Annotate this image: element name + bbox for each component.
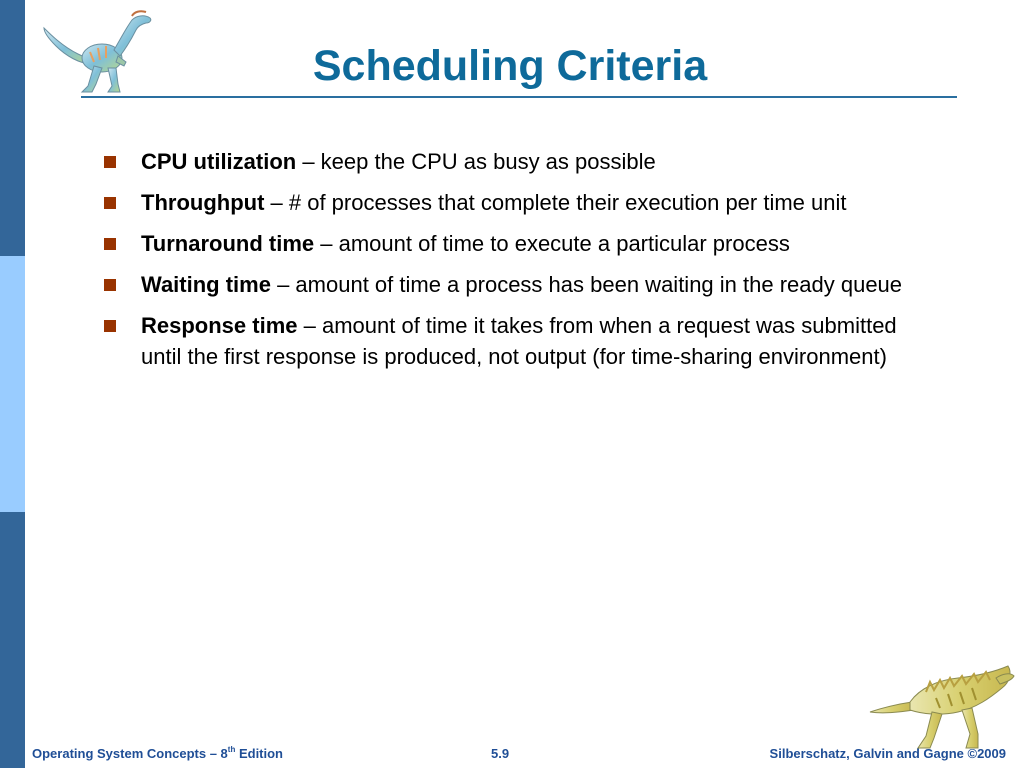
bullet-text: – keep the CPU as busy as possible xyxy=(296,149,656,174)
bullet-text: – amount of time to execute a particular process xyxy=(314,231,790,256)
bullet-term: Waiting time xyxy=(141,272,271,297)
list-item-throughput xyxy=(104,187,914,218)
sidebar-segment-top xyxy=(0,0,25,256)
bullet-text: – # of processes that complete their execution per time unit xyxy=(264,190,847,215)
page-number: 5.9 xyxy=(491,746,510,761)
list-item-response-time xyxy=(104,310,914,372)
bullet-text: – amount of time it takes from when a request was submitted until the first response is produced, not output (for time-sharing environment) xyxy=(141,313,897,369)
dinosaur-icon xyxy=(36,6,158,96)
square-bullet-icon xyxy=(104,320,116,332)
bullet-term: Throughput xyxy=(141,190,265,215)
page-title: Scheduling Criteria xyxy=(312,42,708,90)
title-divider xyxy=(81,96,957,98)
footer-book-prefix: Operating System Concepts – 8 xyxy=(32,746,228,761)
bullet-term: Turnaround time xyxy=(141,231,315,256)
sidebar-strip xyxy=(0,0,25,768)
footer-authors: Silberschatz, Galvin and Gagne ©2009 xyxy=(769,746,1006,761)
square-bullet-icon xyxy=(104,156,116,168)
criteria-list xyxy=(104,146,914,382)
footer-book-title xyxy=(32,744,283,764)
square-bullet-icon xyxy=(104,279,116,291)
footer-book-suffix: Edition xyxy=(235,746,284,761)
bullet-term: Response time xyxy=(141,313,298,338)
square-bullet-icon xyxy=(104,197,116,209)
square-bullet-icon xyxy=(104,238,116,250)
footer-book-sup: th xyxy=(227,744,236,754)
bullet-text: – amount of time a process has been waiting in the ready queue xyxy=(270,272,903,297)
list-item-turnaround-time xyxy=(104,228,914,259)
sidebar-segment-bottom xyxy=(0,512,25,768)
list-item-waiting-time xyxy=(104,269,914,300)
sidebar-segment-middle xyxy=(0,256,25,512)
dinosaur-icon xyxy=(866,658,1016,756)
bullet-term: CPU utilization xyxy=(141,149,297,174)
list-item-cpu-utilization xyxy=(104,146,914,177)
